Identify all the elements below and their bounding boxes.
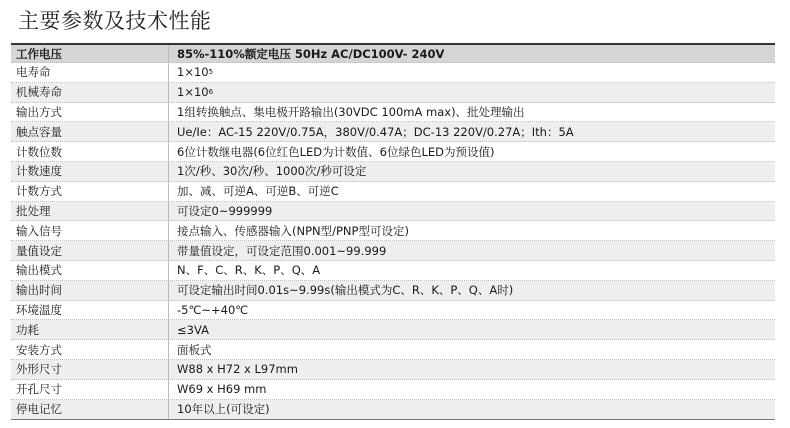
table-row xyxy=(11,221,775,241)
row-value: 可设定输出时间0.01s~9.99s(输出模式为C、R、K、P、Q、A时) xyxy=(177,283,514,298)
table-row xyxy=(11,142,775,162)
row-value-base: 1×10 xyxy=(177,65,209,80)
table-row xyxy=(11,261,775,281)
table-row xyxy=(11,162,775,182)
row-label: 输出时间 xyxy=(11,281,169,300)
row-label: 触点容量 xyxy=(11,122,169,141)
row-label: 功耗 xyxy=(11,320,169,339)
table-row xyxy=(11,182,775,202)
row-value: Ue/Ie：AC-15 220V/0.75A，380V/0.47A；DC-13 220V/0.27A；Ith：5A xyxy=(177,124,574,139)
row-label: 计数速度 xyxy=(11,162,169,181)
row-value: N、F、C、R、K、P、Q、A xyxy=(177,263,321,278)
table-row xyxy=(11,202,775,222)
page-title: 主要参数及技术性能 xyxy=(18,9,212,33)
table-row xyxy=(11,281,775,301)
row-label: 电寿命 xyxy=(11,63,169,82)
row-value: W88 x H72 x L97mm xyxy=(177,362,298,377)
table-row xyxy=(11,400,775,420)
row-value: 1×10 5 xyxy=(177,65,214,80)
row-label: 输入信号 xyxy=(11,221,169,240)
spec-table xyxy=(11,43,775,420)
row-label: 计数位数 xyxy=(11,142,169,161)
table-row xyxy=(11,63,775,83)
table-header-label: 工作电压 xyxy=(11,45,169,62)
table-row xyxy=(11,360,775,380)
table-row xyxy=(11,340,775,360)
row-value: 接点输入、传感器输入(NPN型/PNP型可设定) xyxy=(177,223,409,238)
row-value: 可设定0~999999 xyxy=(177,203,273,218)
row-label: 环境温度 xyxy=(11,301,169,320)
table-row xyxy=(11,241,775,261)
row-value: ≤3VA xyxy=(177,322,209,337)
row-value: 带量值设定，可设定范围0.001~99.999 xyxy=(177,243,387,258)
row-value: 6位计数继电器(6位红色LED为计数值、6位绿色LED为预设值) xyxy=(177,144,495,159)
table-header-value: 85%-110%额定电压 50Hz AC/DC100V- 240V xyxy=(177,46,445,61)
row-label: 输出方式 xyxy=(11,103,169,122)
table-header-row xyxy=(11,45,775,63)
row-value: 1组转换触点、集电极开路输出(30VDC 100mA max)、批处理输出 xyxy=(177,104,525,119)
table-row xyxy=(11,103,775,123)
table-row xyxy=(11,301,775,321)
table-row xyxy=(11,320,775,340)
table-row xyxy=(11,83,775,103)
row-label: 机械寿命 xyxy=(11,83,169,102)
row-label: 量值设定 xyxy=(11,241,169,260)
row-label: 外形尺寸 xyxy=(11,360,169,379)
row-value: -5℃~+40℃ xyxy=(177,302,249,317)
row-value: W69 x H69 mm xyxy=(177,382,267,397)
row-value: 1×10 6 xyxy=(177,85,214,100)
table-row xyxy=(11,122,775,142)
row-value: 加、减、可逆A、可逆B、可逆C xyxy=(177,184,339,199)
row-value: 10年以上(可设定) xyxy=(177,402,270,417)
row-label: 批处理 xyxy=(11,202,169,221)
row-label: 停电记忆 xyxy=(11,400,169,420)
row-label: 计数方式 xyxy=(11,182,169,201)
row-value: 1次/秒、30次/秒、1000次/秒可设定 xyxy=(177,164,367,179)
row-label: 开孔尺寸 xyxy=(11,380,169,399)
row-value-base: 1×10 xyxy=(177,85,209,100)
row-label: 输出模式 xyxy=(11,261,169,280)
table-row xyxy=(11,380,775,400)
row-value: 面板式 xyxy=(177,342,212,357)
row-label: 安装方式 xyxy=(11,340,169,359)
